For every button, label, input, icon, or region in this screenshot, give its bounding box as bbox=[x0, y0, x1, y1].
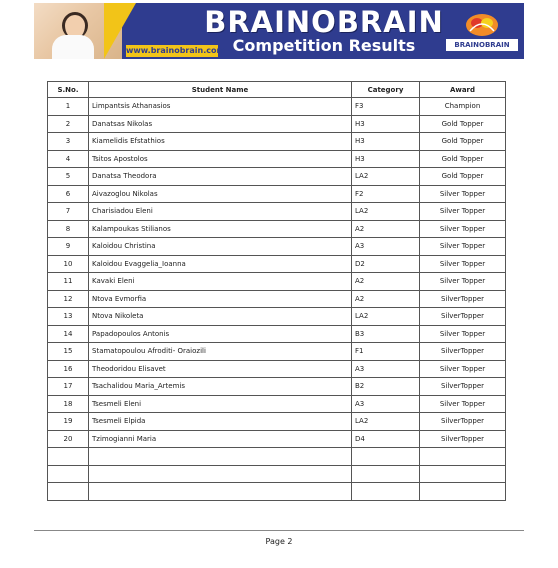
table-row bbox=[48, 413, 506, 431]
cell-award: Silver Topper bbox=[420, 220, 506, 238]
empty-cell bbox=[48, 465, 89, 483]
cell-sno: 13 bbox=[48, 308, 89, 326]
cell-student-name: Kaloidou Evaggelia_Ioanna bbox=[89, 255, 352, 273]
table-row bbox=[48, 360, 506, 378]
column-header-category: Category bbox=[352, 82, 420, 98]
table-row bbox=[48, 220, 506, 238]
cell-category: LA2 bbox=[352, 168, 420, 186]
empty-cell bbox=[352, 483, 420, 501]
cell-award: Silver Topper bbox=[420, 255, 506, 273]
cell-category: LA2 bbox=[352, 413, 420, 431]
cell-sno: 3 bbox=[48, 133, 89, 151]
empty-cell bbox=[352, 448, 420, 466]
table-row bbox=[48, 255, 506, 273]
empty-cell bbox=[420, 483, 506, 501]
cell-student-name: Stamatopoulou Afroditi- Oraiozili bbox=[89, 343, 352, 361]
table-row bbox=[48, 273, 506, 291]
cell-student-name: Aivazoglou Nikolas bbox=[89, 185, 352, 203]
website-url: www.brainobrain.com bbox=[126, 46, 225, 55]
cell-category: LA2 bbox=[352, 308, 420, 326]
table-row bbox=[48, 115, 506, 133]
empty-cell bbox=[48, 483, 89, 501]
cell-sno: 17 bbox=[48, 378, 89, 396]
cell-category: D4 bbox=[352, 430, 420, 448]
brain-logo-icon bbox=[464, 11, 500, 37]
cell-sno: 14 bbox=[48, 325, 89, 343]
empty-cell bbox=[420, 465, 506, 483]
table-row bbox=[48, 378, 506, 396]
cell-student-name: Charisiadou Eleni bbox=[89, 203, 352, 221]
table-row bbox=[48, 98, 506, 116]
cell-category: F3 bbox=[352, 98, 420, 116]
cell-sno: 19 bbox=[48, 413, 89, 431]
cell-sno: 20 bbox=[48, 430, 89, 448]
cell-student-name: Limpantsis Athanasios bbox=[89, 98, 352, 116]
cell-category: A2 bbox=[352, 273, 420, 291]
empty-table-row bbox=[48, 483, 506, 501]
empty-cell bbox=[89, 465, 352, 483]
cell-award: Gold Topper bbox=[420, 133, 506, 151]
cell-student-name: Ntova Evmorfia bbox=[89, 290, 352, 308]
cell-student-name: Kavaki Eleni bbox=[89, 273, 352, 291]
empty-table-row bbox=[48, 448, 506, 466]
cell-category: A3 bbox=[352, 238, 420, 256]
cell-category: A3 bbox=[352, 360, 420, 378]
empty-cell bbox=[89, 483, 352, 501]
student-shirt bbox=[52, 35, 94, 59]
table-header-row bbox=[48, 82, 506, 98]
cell-sno: 7 bbox=[48, 203, 89, 221]
cell-category: B3 bbox=[352, 325, 420, 343]
cell-award: Silver Topper bbox=[420, 395, 506, 413]
cell-sno: 16 bbox=[48, 360, 89, 378]
results-table-body bbox=[48, 98, 506, 501]
cell-award: Silver Topper bbox=[420, 273, 506, 291]
cell-award: Silver Topper bbox=[420, 203, 506, 221]
cell-student-name: Tsachalidou Maria_Artemis bbox=[89, 378, 352, 396]
table-row bbox=[48, 395, 506, 413]
cell-award: SilverTopper bbox=[420, 290, 506, 308]
cell-sno: 10 bbox=[48, 255, 89, 273]
cell-award: SilverTopper bbox=[420, 343, 506, 361]
cell-category: D2 bbox=[352, 255, 420, 273]
cell-sno: 2 bbox=[48, 115, 89, 133]
cell-award: Gold Topper bbox=[420, 115, 506, 133]
table-row bbox=[48, 133, 506, 151]
cell-award: SilverTopper bbox=[420, 308, 506, 326]
cell-award: Silver Topper bbox=[420, 185, 506, 203]
empty-cell bbox=[420, 448, 506, 466]
table-row bbox=[48, 430, 506, 448]
table-row bbox=[48, 290, 506, 308]
cell-student-name: Kaloidou Christina bbox=[89, 238, 352, 256]
cell-sno: 12 bbox=[48, 290, 89, 308]
cell-sno: 1 bbox=[48, 98, 89, 116]
table-row bbox=[48, 238, 506, 256]
cell-award: Silver Topper bbox=[420, 360, 506, 378]
document-subtitle: Competition Results bbox=[232, 36, 416, 55]
cell-category: H3 bbox=[352, 115, 420, 133]
column-header-sno: S.No. bbox=[48, 82, 89, 98]
cell-sno: 15 bbox=[48, 343, 89, 361]
cell-category: F1 bbox=[352, 343, 420, 361]
cell-sno: 4 bbox=[48, 150, 89, 168]
empty-cell bbox=[89, 448, 352, 466]
table-row bbox=[48, 343, 506, 361]
cell-student-name: Danatsa Theodora bbox=[89, 168, 352, 186]
cell-student-name: Tsesmeli Eleni bbox=[89, 395, 352, 413]
cell-student-name: Danatsas Nikolas bbox=[89, 115, 352, 133]
results-table bbox=[47, 81, 506, 501]
cell-category: LA2 bbox=[352, 203, 420, 221]
brand-title: BRAINOBRAIN bbox=[204, 5, 444, 39]
empty-cell bbox=[352, 465, 420, 483]
cell-student-name: Tzimogianni Maria bbox=[89, 430, 352, 448]
cell-award: SilverTopper bbox=[420, 413, 506, 431]
logo-wordmark: BRAINOBRAIN bbox=[446, 39, 518, 51]
cell-award: Gold Topper bbox=[420, 150, 506, 168]
cell-sno: 11 bbox=[48, 273, 89, 291]
table-row bbox=[48, 150, 506, 168]
table-row bbox=[48, 185, 506, 203]
cell-award: SilverTopper bbox=[420, 378, 506, 396]
cell-award: Silver Topper bbox=[420, 325, 506, 343]
table-row bbox=[48, 308, 506, 326]
cell-sno: 18 bbox=[48, 395, 89, 413]
cell-category: H3 bbox=[352, 150, 420, 168]
cell-award: Champion bbox=[420, 98, 506, 116]
cell-student-name: Theodoridou Elisavet bbox=[89, 360, 352, 378]
cell-sno: 5 bbox=[48, 168, 89, 186]
table-row bbox=[48, 168, 506, 186]
cell-sno: 9 bbox=[48, 238, 89, 256]
table-row bbox=[48, 203, 506, 221]
empty-table-row bbox=[48, 465, 506, 483]
cell-category: H3 bbox=[352, 133, 420, 151]
cell-student-name: Kiamelidis Efstathios bbox=[89, 133, 352, 151]
column-header-student-name: Student Name bbox=[89, 82, 352, 98]
cell-student-name: Tsitos Apostolos bbox=[89, 150, 352, 168]
cell-award: SilverTopper bbox=[420, 430, 506, 448]
cell-student-name: Kalampoukas Stilianos bbox=[89, 220, 352, 238]
page-number: Page 2 bbox=[265, 537, 293, 546]
cell-category: F2 bbox=[352, 185, 420, 203]
empty-cell bbox=[48, 448, 89, 466]
cell-award: Gold Topper bbox=[420, 168, 506, 186]
cell-student-name: Papadopoulos Antonis bbox=[89, 325, 352, 343]
cell-sno: 6 bbox=[48, 185, 89, 203]
cell-student-name: Tsesmeli Elpida bbox=[89, 413, 352, 431]
brand-logo bbox=[446, 9, 518, 53]
cell-student-name: Ntova Nikoleta bbox=[89, 308, 352, 326]
cell-sno: 8 bbox=[48, 220, 89, 238]
header-banner bbox=[34, 3, 524, 59]
cell-category: A2 bbox=[352, 290, 420, 308]
footer-divider bbox=[34, 530, 524, 531]
cell-category: B2 bbox=[352, 378, 420, 396]
cell-award: Silver Topper bbox=[420, 238, 506, 256]
cell-category: A3 bbox=[352, 395, 420, 413]
cell-category: A2 bbox=[352, 220, 420, 238]
table-row bbox=[48, 325, 506, 343]
column-header-award: Award bbox=[420, 82, 506, 98]
